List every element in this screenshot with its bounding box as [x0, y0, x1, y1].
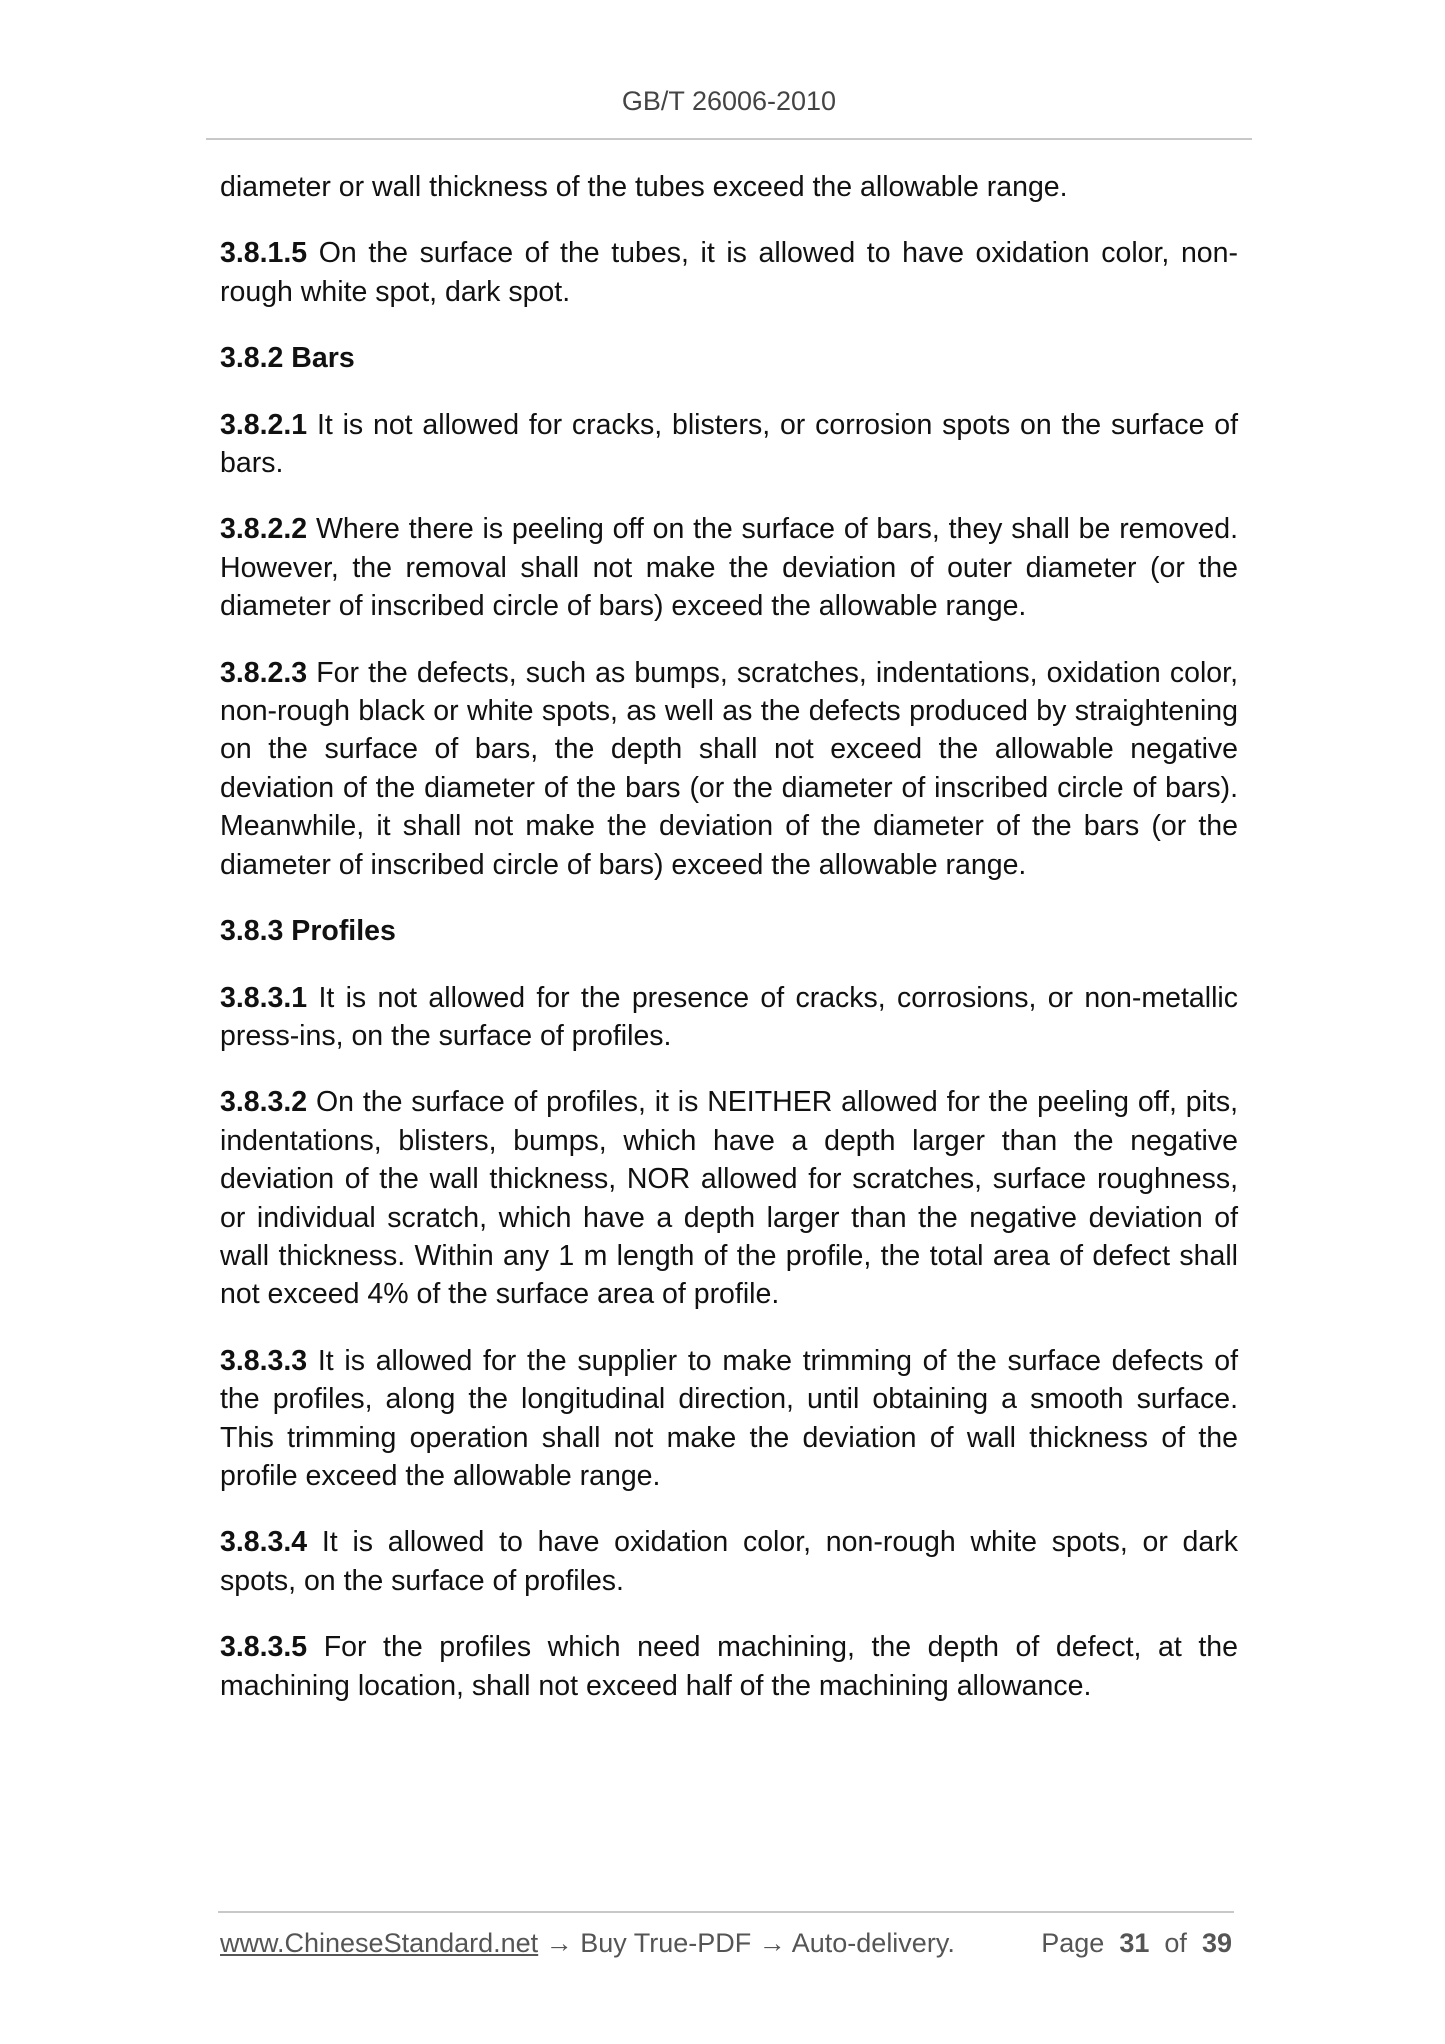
clause-text: It is not allowed for cracks, blisters, or corrosion spots on the surface of bars.: [220, 408, 1238, 480]
total-pages-number: 39: [1201, 1928, 1232, 1958]
clause-text: For the profiles which need machining, the depth of defect, at the machining location, shall not exceed half of the machining allowance.: [220, 1631, 1238, 1702]
document-body: [220, 168, 1238, 1733]
clause-number: 3.8.2.2: [220, 513, 308, 546]
clause-number: 3.8.2.3: [220, 656, 308, 689]
paragraph-continuation: diameter or wall thickness of the tubes exceed the allowable range.: [220, 171, 1068, 203]
clause-text: It is allowed for the supplier to make trimming of the surface defects of the profiles, along the longitudinal direction, until obtaining a smooth surface. This trimming operation shall not make the deviation of wall thickness of the profile exceed the allowable range.: [220, 1344, 1238, 1492]
clause-number: 3.8.1.5: [220, 237, 308, 270]
clause-number: 3.8.3.3: [220, 1344, 308, 1377]
footer-divider: [218, 1911, 1234, 1913]
clause-3-8-3-4: [220, 1523, 1238, 1600]
section-heading-profiles: 3.8.3 Profiles: [220, 915, 396, 948]
clause-3-8-2-2: [220, 510, 1238, 625]
clause-number: 3.8.3.2: [220, 1086, 308, 1119]
header-divider: [206, 138, 1252, 140]
clause-text: On the surface of profiles, it is NEITHER allowed for the peeling off, pits, indentations, blisters, bumps, which have a depth larger than the negative deviation of the wall thickness, NOR allowed for scratches, surface roughness, or individual scratch, which have a depth larger than the negative deviation of wall thickness. Within any 1 m length of the profile, the total area of defect shall not exceed 4% of the surface area of profile.: [220, 1086, 1238, 1311]
clause-text: On the surface of the tubes, it is allowed to have oxidation color, non-rough white spot, dark spot.: [220, 237, 1238, 308]
footer-tagline: → Buy True-PDF → Auto-delivery.: [538, 1928, 955, 1958]
section-heading-bars: 3.8.2 Bars: [220, 342, 355, 375]
document-id-header: GB/T 26006-2010: [621, 86, 837, 116]
current-page-number: 31: [1119, 1928, 1150, 1958]
clause-text: For the defects, such as bumps, scratches, indentations, oxidation color, non-rough black or white spots, as well as the defects produced by straightening on the surface of bars, the depth shall not exceed the allowable negative deviation of the diameter of the bars (or the diameter of inscribed circle of bars). Meanwhile, it shall not make the deviation of the diameter of the bars (or the diameter of inscribed circle of bars) exceed the allowable range.: [220, 656, 1238, 881]
clause-number: 3.8.3.1: [220, 981, 308, 1014]
clause-number: 3.8.2.1: [220, 408, 308, 441]
clause-text: It is allowed to have oxidation color, non-rough white spots, or dark spots, on the surface of profiles.: [220, 1526, 1238, 1597]
clause-3-8-2-3: [220, 654, 1238, 884]
clause-3-8-3-2: [220, 1083, 1238, 1313]
clause-text: It is not allowed for the presence of cracks, corrosions, or non-metallic press-ins, on the surface of profiles.: [220, 981, 1238, 1052]
clause-3-8-3-1: [220, 979, 1238, 1056]
clause-3-8-3-3: [220, 1342, 1238, 1496]
page-footer: [220, 1928, 1232, 1959]
clause-3-8-2-1: [220, 406, 1238, 483]
clause-number: 3.8.3.4: [220, 1526, 308, 1559]
clause-number: 3.8.3.5: [220, 1631, 308, 1664]
page-indicator: Page 31 of 39: [1041, 1928, 1232, 1958]
clause-3-8-1-5: [220, 234, 1238, 311]
clause-3-8-3-5: [220, 1628, 1238, 1705]
footer-promo: [220, 1928, 955, 1959]
clause-text: Where there is peeling off on the surface of bars, they shall be removed. However, the removal shall not make the deviation of outer diameter (or the diameter of inscribed circle of bars) exceed the allowable range.: [220, 513, 1238, 623]
website-link[interactable]: www.ChineseStandard.net: [220, 1928, 539, 1958]
